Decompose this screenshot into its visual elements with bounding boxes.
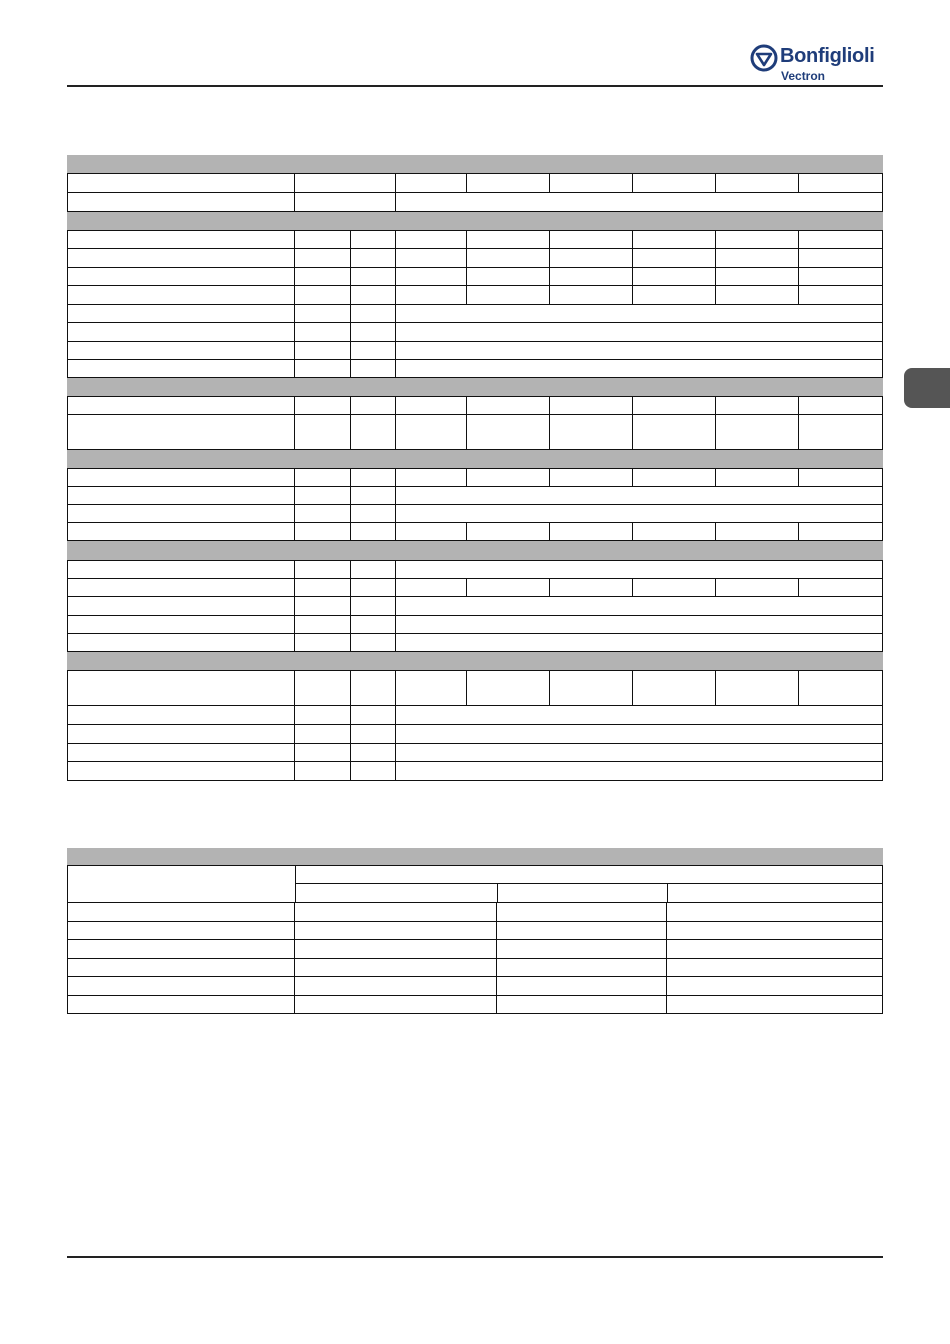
- table-row: [67, 762, 883, 781]
- table-row: [67, 597, 883, 616]
- section-header-band: [67, 652, 883, 670]
- table-row: [67, 977, 883, 996]
- section-header-band: [67, 848, 883, 865]
- table-row: [67, 249, 883, 268]
- table-row: [67, 616, 883, 634]
- section-header-band: [67, 450, 883, 468]
- table-row: [67, 505, 883, 523]
- table-row: [67, 706, 883, 725]
- chapter-tab: [904, 368, 950, 408]
- secondary-data-table: [67, 848, 883, 1014]
- table-row: [67, 360, 883, 378]
- table-row: [67, 634, 883, 652]
- table-row: [67, 922, 883, 940]
- table-row: [67, 560, 883, 579]
- table-row: [67, 487, 883, 505]
- table-row: [67, 323, 883, 342]
- table-row: [67, 286, 883, 305]
- section-header-band: [67, 541, 883, 560]
- table-header: [67, 865, 883, 903]
- table-row: [67, 342, 883, 360]
- header-rule: [67, 85, 883, 87]
- section-header-band: [67, 155, 883, 173]
- brand-name: Bonfiglioli: [780, 45, 875, 67]
- table-row: [67, 725, 883, 744]
- footer-rule: [67, 1256, 883, 1258]
- table-row: [67, 268, 883, 286]
- table-row: [67, 579, 883, 597]
- table-row: [67, 996, 883, 1014]
- table-row: [67, 193, 883, 212]
- table-row: [67, 305, 883, 323]
- technical-data-table: [67, 155, 883, 781]
- section-header-band: [67, 212, 883, 230]
- brand-subname: Vectron: [781, 69, 826, 83]
- table-row: [67, 903, 883, 922]
- bonfiglioli-emblem-icon: [750, 44, 778, 72]
- table-row: [67, 670, 883, 706]
- table-row: [67, 940, 883, 959]
- table-row: [67, 959, 883, 977]
- section-header-band: [67, 378, 883, 396]
- table-row: [67, 523, 883, 541]
- table-row: [67, 173, 883, 193]
- table-row: [67, 744, 883, 762]
- bonfiglioli-logo: [750, 44, 885, 86]
- table-row: [67, 230, 883, 249]
- table-row: [67, 396, 883, 415]
- table-row: [67, 415, 883, 450]
- table-row: [67, 468, 883, 487]
